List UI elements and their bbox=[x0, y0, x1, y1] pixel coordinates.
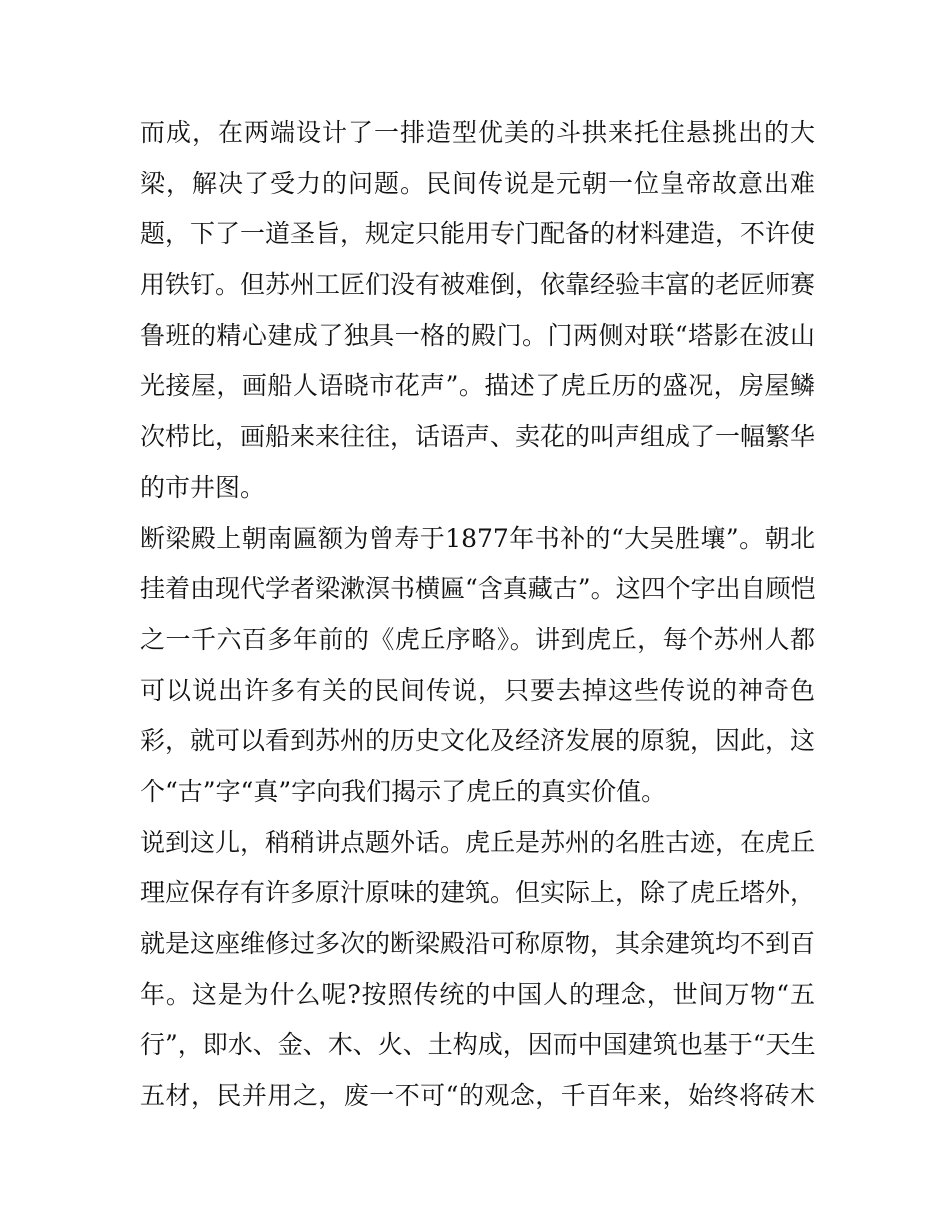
text-line: 五材，民并用之，废一不可“的观念，千百年来，始终将砖木 bbox=[140, 1081, 815, 1111]
text-line: 说到这儿，稍稍讲点题外话。虎丘是苏州的名胜古迹，在虎丘 bbox=[140, 827, 816, 857]
text-line: 彩，就可以看到苏州的历史文化及经济发展的原貌，因此，这 bbox=[140, 726, 816, 756]
paragraph-2 bbox=[140, 514, 815, 818]
text-line: 就是这座维修过多次的断梁殿沿可称原物，其余建筑均不到百 bbox=[140, 929, 816, 958]
text-line: 次栉比，画船来来往往，话语声、卖花的叫声组成了一幅繁华 bbox=[140, 422, 816, 452]
text-line: 鲁班的精心建成了独具一格的殿门。门两侧对联“塔影在波山 bbox=[140, 320, 815, 350]
text-line: 理应保存有许多原汁原味的建筑。但实际上，除了虎丘塔外， bbox=[140, 878, 816, 908]
body-text bbox=[140, 108, 815, 1122]
text-line: 梁，解决了受力的问题。民间传说是元朝一位皇帝故意出难 bbox=[140, 168, 815, 198]
paragraph-3 bbox=[140, 818, 815, 1122]
text-line: 断梁殿上朝南匾额为曾寿于1877年书补的“大吴胜壤”。朝北 bbox=[140, 523, 815, 553]
text-line: 之一千六百多年前的《虎丘序略》。讲到虎丘，每个苏州人都 bbox=[140, 624, 815, 654]
text-line: 而成，在两端设计了一排造型优美的斗拱来托住悬挑出的大 bbox=[140, 118, 815, 147]
text-line: 题，下了一道圣旨，规定只能用专门配备的材料建造，不许使 bbox=[140, 219, 816, 249]
text-line: 可以说出许多有关的民间传说，只要去掉这些传说的神奇色 bbox=[140, 675, 815, 705]
text-line: 年。这是为什么呢?按照传统的中国人的理念，世间万物“五 bbox=[140, 979, 815, 1009]
paragraph-1 bbox=[140, 108, 815, 514]
text-line: 挂着由现代学者梁漱溟书横匾“含真藏古”。这四个字出自顾恺 bbox=[140, 574, 816, 604]
text-line: 的市井图。 bbox=[140, 472, 266, 502]
text-line: 用铁钉。但苏州工匠们没有被难倒，依靠经验丰富的老匠师赛 bbox=[140, 270, 816, 300]
text-line: 光接屋，画船人语晓市花声”。描述了虎丘历的盛况，房屋鳞 bbox=[140, 371, 815, 401]
text-line: 行”，即水、金、木、火、土构成，因而中国建筑也基于“天生 bbox=[140, 1030, 816, 1060]
text-line: 个“古”字“真”字向我们揭示了虎丘的真实价值。 bbox=[140, 776, 667, 806]
